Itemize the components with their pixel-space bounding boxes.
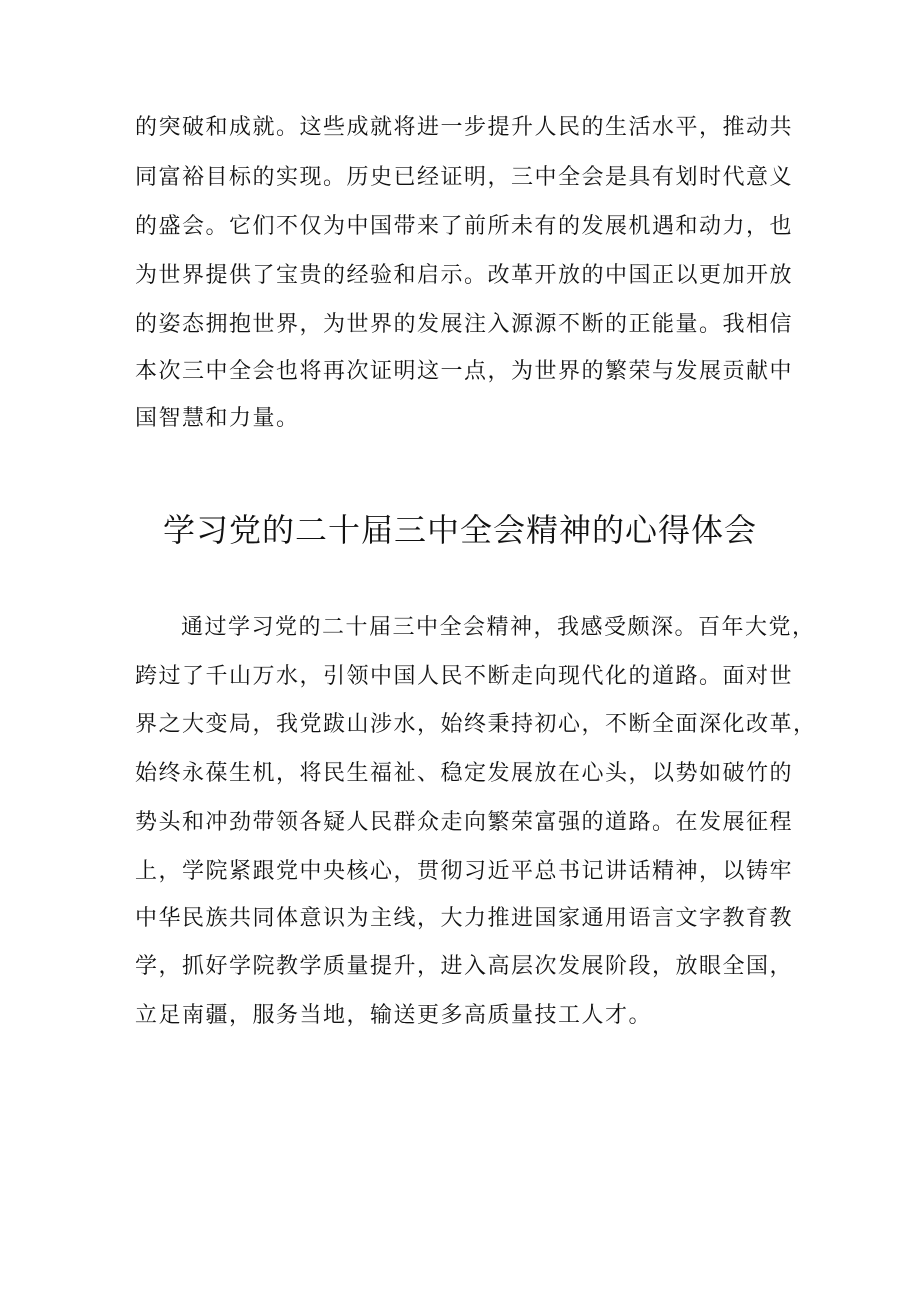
paragraph-line: 的突破和成就。这些成就将进一步提升人民的生活水平，推动共 [135,115,794,140]
paragraph-line: 同富裕目标的实现。历史已经证明，三中全会是具有划时代意义 [135,165,794,190]
paragraph-line: 跨过了千山万水，引领中国人民不断走向现代化的道路。面对世 [135,664,794,689]
paragraph-line: 为世界提供了宝贵的经验和启示。改革开放的中国正以更加开放 [135,263,794,288]
paragraph-line: 的姿态拥抱世界，为世界的发展注入源源不断的正能量。我相信 [135,312,794,337]
section-heading: 学习党的二十届三中全会精神的心得体会 [162,511,757,549]
paragraph-line: 界之大变局，我党跋山涉水，始终秉持初心，不断全面深化改革， [135,712,817,737]
paragraph-line: 本次三中全会也将再次证明这一点，为世界的繁荣与发展贡献中 [135,359,794,384]
paragraph-line: 上，学院紧跟党中央核心，贯彻习近平总书记讲话精神，以铸牢 [135,859,794,884]
paragraph-line: 的盛会。它们不仅为中国带来了前所未有的发展机遇和动力，也 [135,214,794,239]
paragraph-line: 势头和冲劲带领各疑人民群众走向繁荣富强的道路。在发展征程 [135,810,794,835]
paragraph-line: 国智慧和力量。 [135,406,300,431]
paragraph-line: 立足南疆，服务当地，输送更多高质量技工人才。 [135,1003,653,1028]
paragraph-first-line: 通过学习党的二十届三中全会精神，我感受颇深。百年大党， [181,615,816,640]
paragraph-line: 中华民族共同体意识为主线，大力推进国家通用语言文字教育教 [135,906,794,931]
paragraph-line: 学，抓好学院教学质量提升，进入高层次发展阶段，放眼全国， [135,954,794,979]
paragraph-line: 始终永葆生机，将民生福祉、稳定发展放在心头，以势如破竹的 [135,761,794,786]
